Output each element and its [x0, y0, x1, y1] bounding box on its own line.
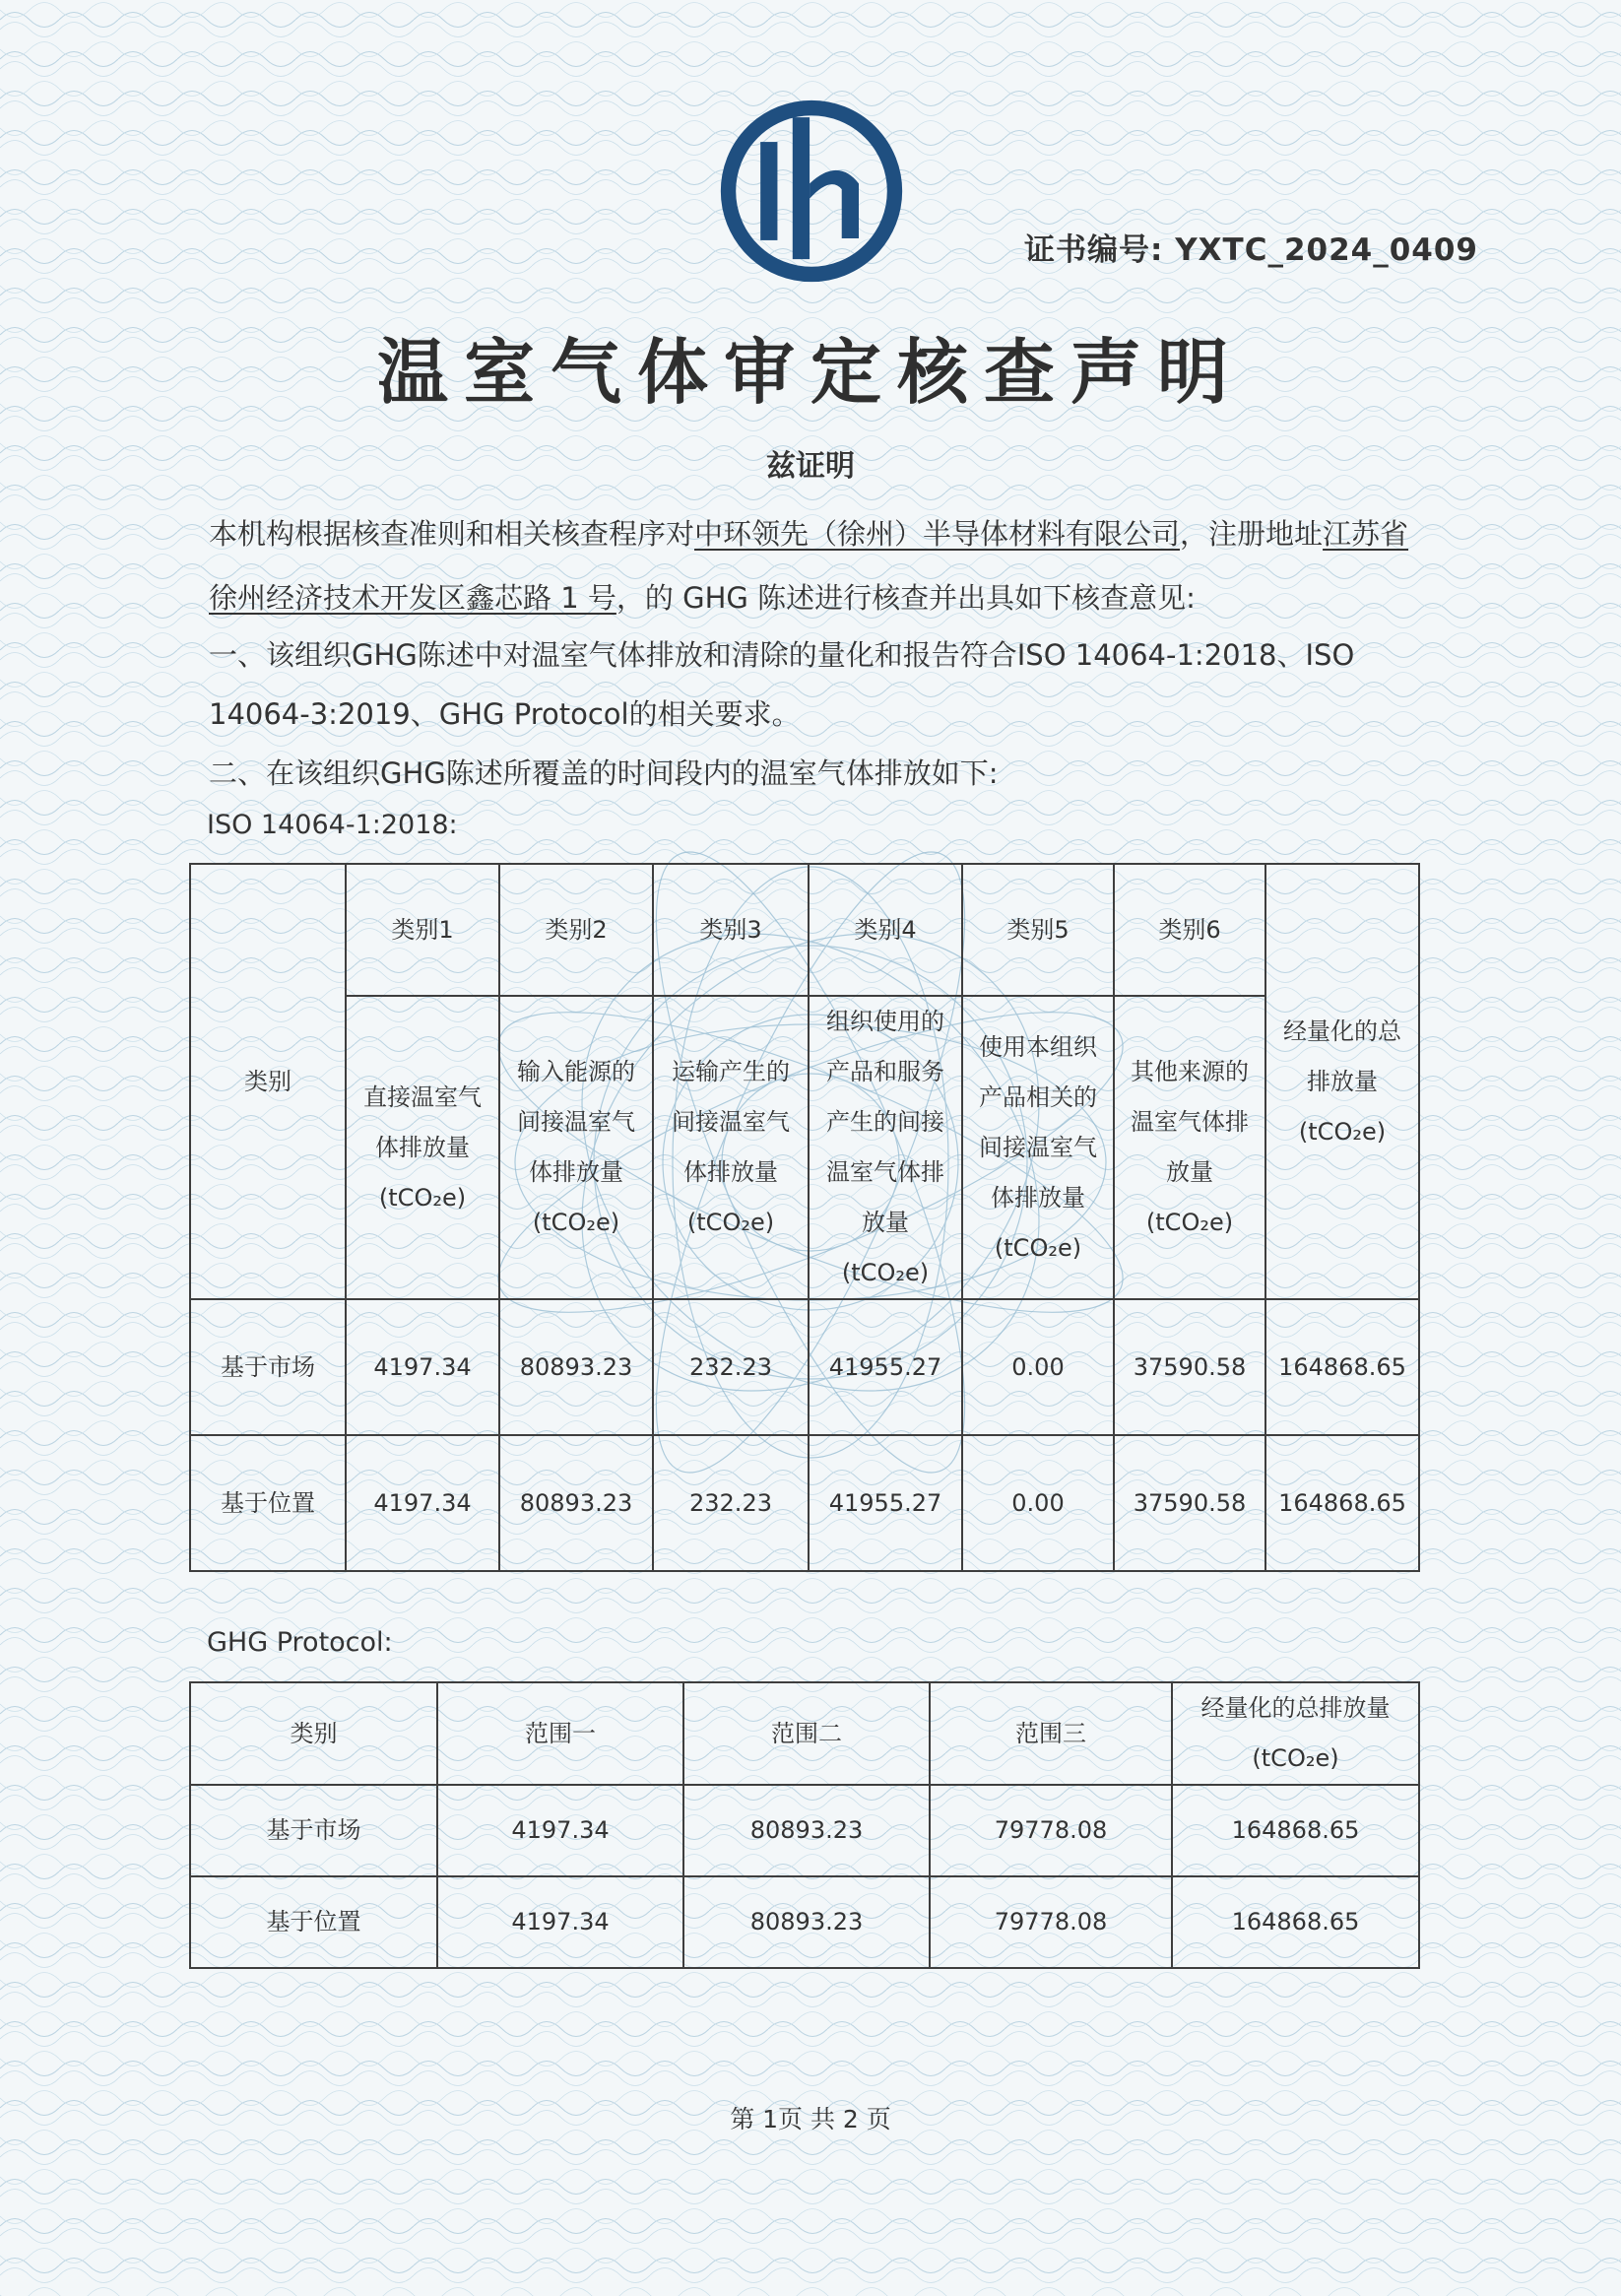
document-subtitle: 兹证明 — [766, 449, 855, 484]
category-4-header: 类别4 — [809, 864, 962, 996]
ghg-category-header: 类别 — [190, 1682, 437, 1785]
table-row — [190, 1876, 1419, 1968]
value-cell: 37590.58 — [1114, 1299, 1265, 1435]
value-cell: 41955.27 — [809, 1435, 962, 1571]
value-cell: 80893.23 — [499, 1435, 653, 1571]
opinion-one-line2: 14064-3:2019、GHG Protocol的相关要求。 — [209, 697, 801, 731]
intro-text-c: ，的 GHG 陈述进行核查并出具如下核查意见: — [616, 581, 1196, 615]
value-cell: 0.00 — [962, 1435, 1114, 1571]
organization-name: 中环领先（徐州）半导体材料有限公司 — [694, 517, 1181, 551]
category-3-description: 运输产生的 间接温室气 体排放量 (tCO₂e) — [653, 996, 809, 1299]
intro-text-b: ，注册地址 — [1180, 517, 1324, 551]
value-cell: 79778.08 — [930, 1876, 1172, 1968]
value-cell: 232.23 — [653, 1299, 809, 1435]
address-part2: 徐州经济技术开发区鑫芯路 1 号 — [209, 581, 616, 615]
category-5-description: 使用本组织 产品相关的 间接温室气 体排放量 (tCO₂e) — [962, 996, 1114, 1299]
category-6-description: 其他来源的 温室气体排 放量 (tCO₂e) — [1114, 996, 1265, 1299]
ghg-protocol-table — [189, 1681, 1420, 1969]
row-label-market: 基于市场 — [190, 1299, 346, 1435]
category-2-header: 类别2 — [499, 864, 653, 996]
value-cell: 4197.34 — [346, 1299, 499, 1435]
certificate-number — [1024, 225, 1478, 269]
scope-2-header: 范围二 — [683, 1682, 930, 1785]
value-cell: 164868.65 — [1172, 1876, 1419, 1968]
ghg-total-header: 经量化的总排放量 (tCO₂e) — [1172, 1682, 1419, 1785]
value-cell: 232.23 — [653, 1435, 809, 1571]
opinion-two: 二、在该组织GHG陈述所覆盖的时间段内的温室气体排放如下: — [209, 756, 999, 790]
value-cell: 164868.65 — [1265, 1435, 1419, 1571]
opinion-one-line1: 一、该组织GHG陈述中对温室气体排放和清除的量化和报告符合ISO 14064-1:2018、ISO — [209, 638, 1355, 672]
page-number: 第 1页 共 2 页 — [730, 2105, 891, 2133]
ghg-table-label: GHG Protocol: — [207, 1627, 393, 1658]
table-row — [190, 1299, 1419, 1435]
value-cell: 0.00 — [962, 1299, 1114, 1435]
value-cell: 79778.08 — [930, 1785, 1172, 1876]
iso-table-label: ISO 14064-1:2018: — [207, 810, 458, 840]
row-label-market: 基于市场 — [190, 1785, 437, 1876]
value-cell: 80893.23 — [683, 1876, 930, 1968]
table-row — [190, 1435, 1419, 1571]
category-1-description: 直接温室气 体排放量 (tCO₂e) — [346, 996, 499, 1299]
category-1-header: 类别1 — [346, 864, 499, 996]
value-cell: 4197.34 — [346, 1435, 499, 1571]
certificate-number-value: YXTC_2024_0409 — [1175, 232, 1479, 268]
row-label-location: 基于位置 — [190, 1435, 346, 1571]
intro-line-2 — [209, 576, 1196, 617]
intro-line-1 — [209, 512, 1408, 553]
table-row — [190, 1785, 1419, 1876]
value-cell: 164868.65 — [1172, 1785, 1419, 1876]
document-title: 温室气体审定核查声明 — [376, 330, 1244, 414]
certificate-number-label: 证书编号: — [1024, 232, 1164, 268]
row-label-location: 基于位置 — [190, 1876, 437, 1968]
issuer-logo-icon — [717, 97, 906, 286]
value-cell: 80893.23 — [499, 1299, 653, 1435]
scope-3-header: 范围三 — [930, 1682, 1172, 1785]
value-cell: 37590.58 — [1114, 1435, 1265, 1571]
iso-emissions-table — [189, 863, 1420, 1572]
total-header: 经量化的总 排放量 (tCO₂e) — [1265, 864, 1419, 1299]
category-5-header: 类别5 — [962, 864, 1114, 996]
scope-1-header: 范围一 — [437, 1682, 683, 1785]
intro-text-a: 本机构根据核查准则和相关核查程序对 — [209, 517, 695, 551]
value-cell: 164868.65 — [1265, 1299, 1419, 1435]
category-header: 类别 — [190, 864, 346, 1299]
value-cell: 4197.34 — [437, 1876, 683, 1968]
value-cell: 4197.34 — [437, 1785, 683, 1876]
value-cell: 80893.23 — [683, 1785, 930, 1876]
value-cell: 41955.27 — [809, 1299, 962, 1435]
address-part1: 江苏省 — [1323, 517, 1409, 551]
category-6-header: 类别6 — [1114, 864, 1265, 996]
category-3-header: 类别3 — [653, 864, 809, 996]
category-2-description: 输入能源的 间接温室气 体排放量 (tCO₂e) — [499, 996, 653, 1299]
category-4-description: 组织使用的 产品和服务 产生的间接 温室气体排 放量 (tCO₂e) — [809, 996, 962, 1299]
